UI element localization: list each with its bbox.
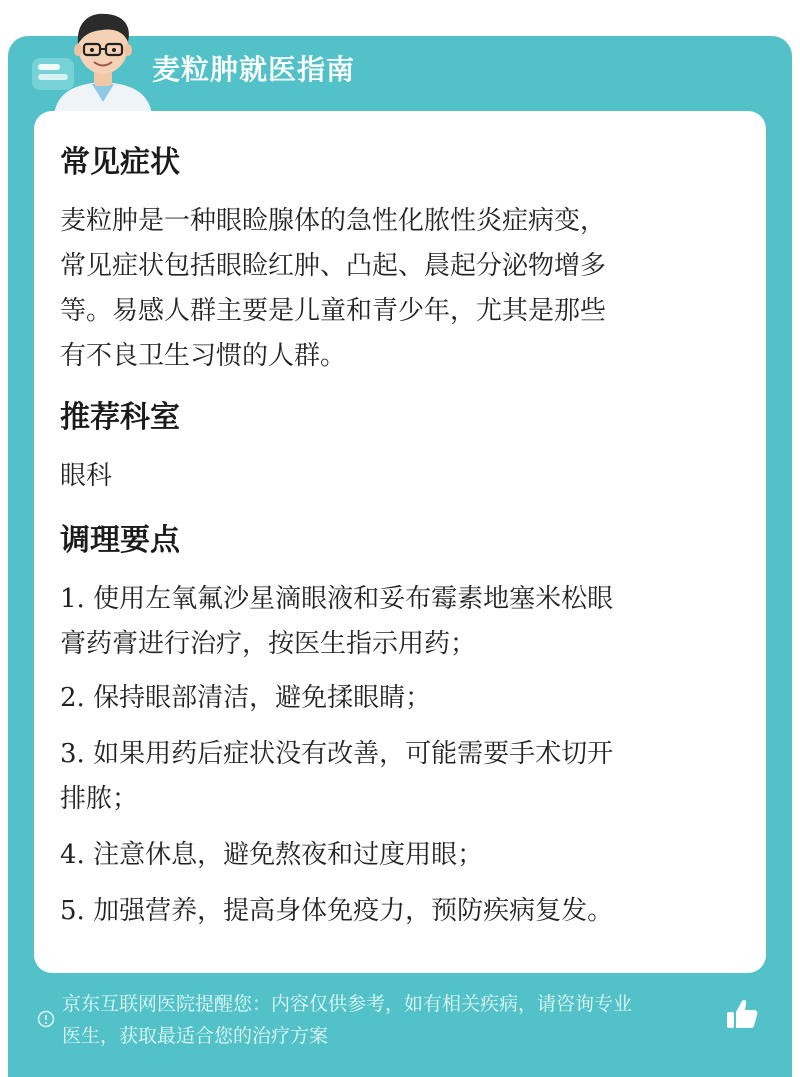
- care-item-line: 膏药膏进行治疗，按医生指示用药；: [60, 629, 477, 659]
- care-item-line: 排脓；: [60, 784, 139, 814]
- care-item-number: 1.: [60, 584, 85, 614]
- care-item-5: [60, 889, 750, 934]
- care-item-number: 4.: [60, 840, 85, 870]
- care-item-line: 使用左氧氟沙星滴眼液和妥布霉素地塞米松眼: [93, 584, 614, 614]
- symptoms-line: 麦粒肿是一种眼睑腺体的急性化脓性炎症病变，: [60, 206, 607, 236]
- content-card: [34, 111, 766, 973]
- symptoms-text: [60, 199, 750, 379]
- footer-disclaimer: [62, 988, 732, 1052]
- department-text: 眼科: [60, 461, 113, 491]
- care-item-1: [60, 577, 750, 667]
- care-item-line: 加强营养，提高身体免疫力，预防疾病复发。: [93, 896, 614, 926]
- symptoms-line: 等。易感人群主要是儿童和青少年，尤其是那些: [60, 296, 607, 326]
- section-title-department: 推荐科室: [60, 400, 180, 435]
- page-title: 麦粒肿就医指南: [152, 53, 356, 86]
- care-item-line: 如果用药后症状没有改善，可能需要手术切开: [93, 739, 614, 769]
- care-item-4: [60, 833, 750, 878]
- care-item-number: 3.: [60, 739, 85, 769]
- care-item-number: 2.: [60, 683, 85, 713]
- symptoms-line: 常见症状包括眼睑红肿、凸起、晨起分泌物增多: [60, 251, 607, 281]
- section-title-symptoms: 常见症状: [60, 145, 180, 180]
- care-item-line: 保持眼部清洁，避免揉眼睛；: [93, 683, 432, 713]
- footer-line: 医生，获取最适合您的治疗方案: [62, 1025, 329, 1047]
- care-item-number: 5.: [60, 896, 85, 926]
- care-item-line: 注意休息，避免熬夜和过度用眼；: [93, 840, 484, 870]
- section-title-care: 调理要点: [60, 523, 180, 558]
- care-item-3: [60, 732, 750, 822]
- symptoms-line: 有不良卫生习惯的人群。: [60, 341, 347, 371]
- care-item-2: [60, 676, 750, 721]
- info-icon: [37, 1010, 55, 1028]
- doctor-avatar: [48, 6, 158, 114]
- thumbs-up-icon[interactable]: [724, 996, 760, 1032]
- footer-line: 京东互联网医院提醒您：内容仅供参考，如有相关疾病，请咨询专业: [62, 993, 633, 1015]
